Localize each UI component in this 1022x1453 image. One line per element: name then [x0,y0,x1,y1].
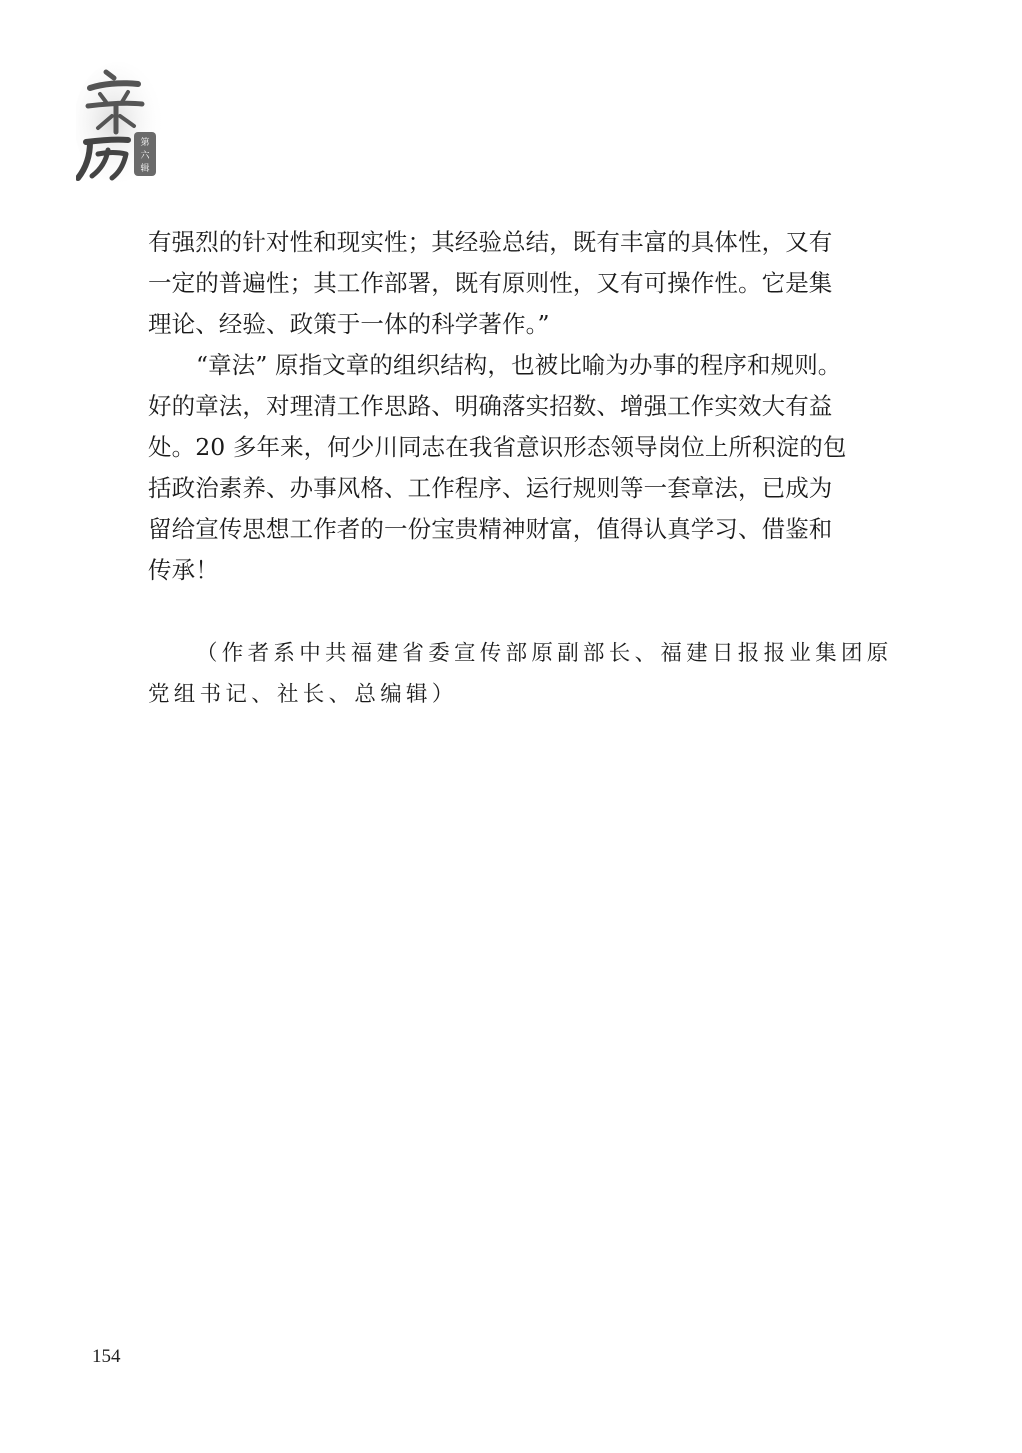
text-line: 留给宣传思想工作者的一份宝贵精神财富，值得认真学习、借鉴和 [148,515,833,543]
text-line: 处。20 多年来，何少川同志在我省意识形态领导岗位上所积淀的包 [148,433,847,461]
note-line: 党组书记、社长、总编辑） [148,682,458,707]
book-logo [76,60,166,185]
text-line: 理论、经验、政策于一体的科学著作。” [148,310,550,338]
text-line: “章法” 原指文章的组织结构，也被比喻为办事的程序和规则。 [196,351,842,379]
page-content [148,222,893,715]
author-note [148,633,893,715]
text-line: 传承！ [148,556,219,584]
text-line: 好的章法，对理清工作思路、明确落实招数、增强工作实效大有益 [148,392,833,420]
paragraph-1 [148,222,886,345]
logo-subtitle: 第 [140,138,150,148]
paragraph-2 [148,345,886,591]
svg-text:辑: 辑 [140,164,150,174]
text-line: 一定的普遍性；其工作部署，既有原则性，又有可操作性。它是集 [148,269,833,297]
text-line: 括政治素养、办事风格、工作程序、运行规则等一套章法，已成为 [148,474,833,502]
paragraph-gap [148,591,886,633]
svg-text:六: 六 [140,151,150,161]
text-line: 有强烈的针对性和现实性；其经验总结，既有丰富的具体性，又有 [148,228,833,256]
note-line: （作者系中共福建省委宣传部原副部长、福建日报报业集团原 [196,641,893,666]
page-number: 154 [92,1346,121,1367]
